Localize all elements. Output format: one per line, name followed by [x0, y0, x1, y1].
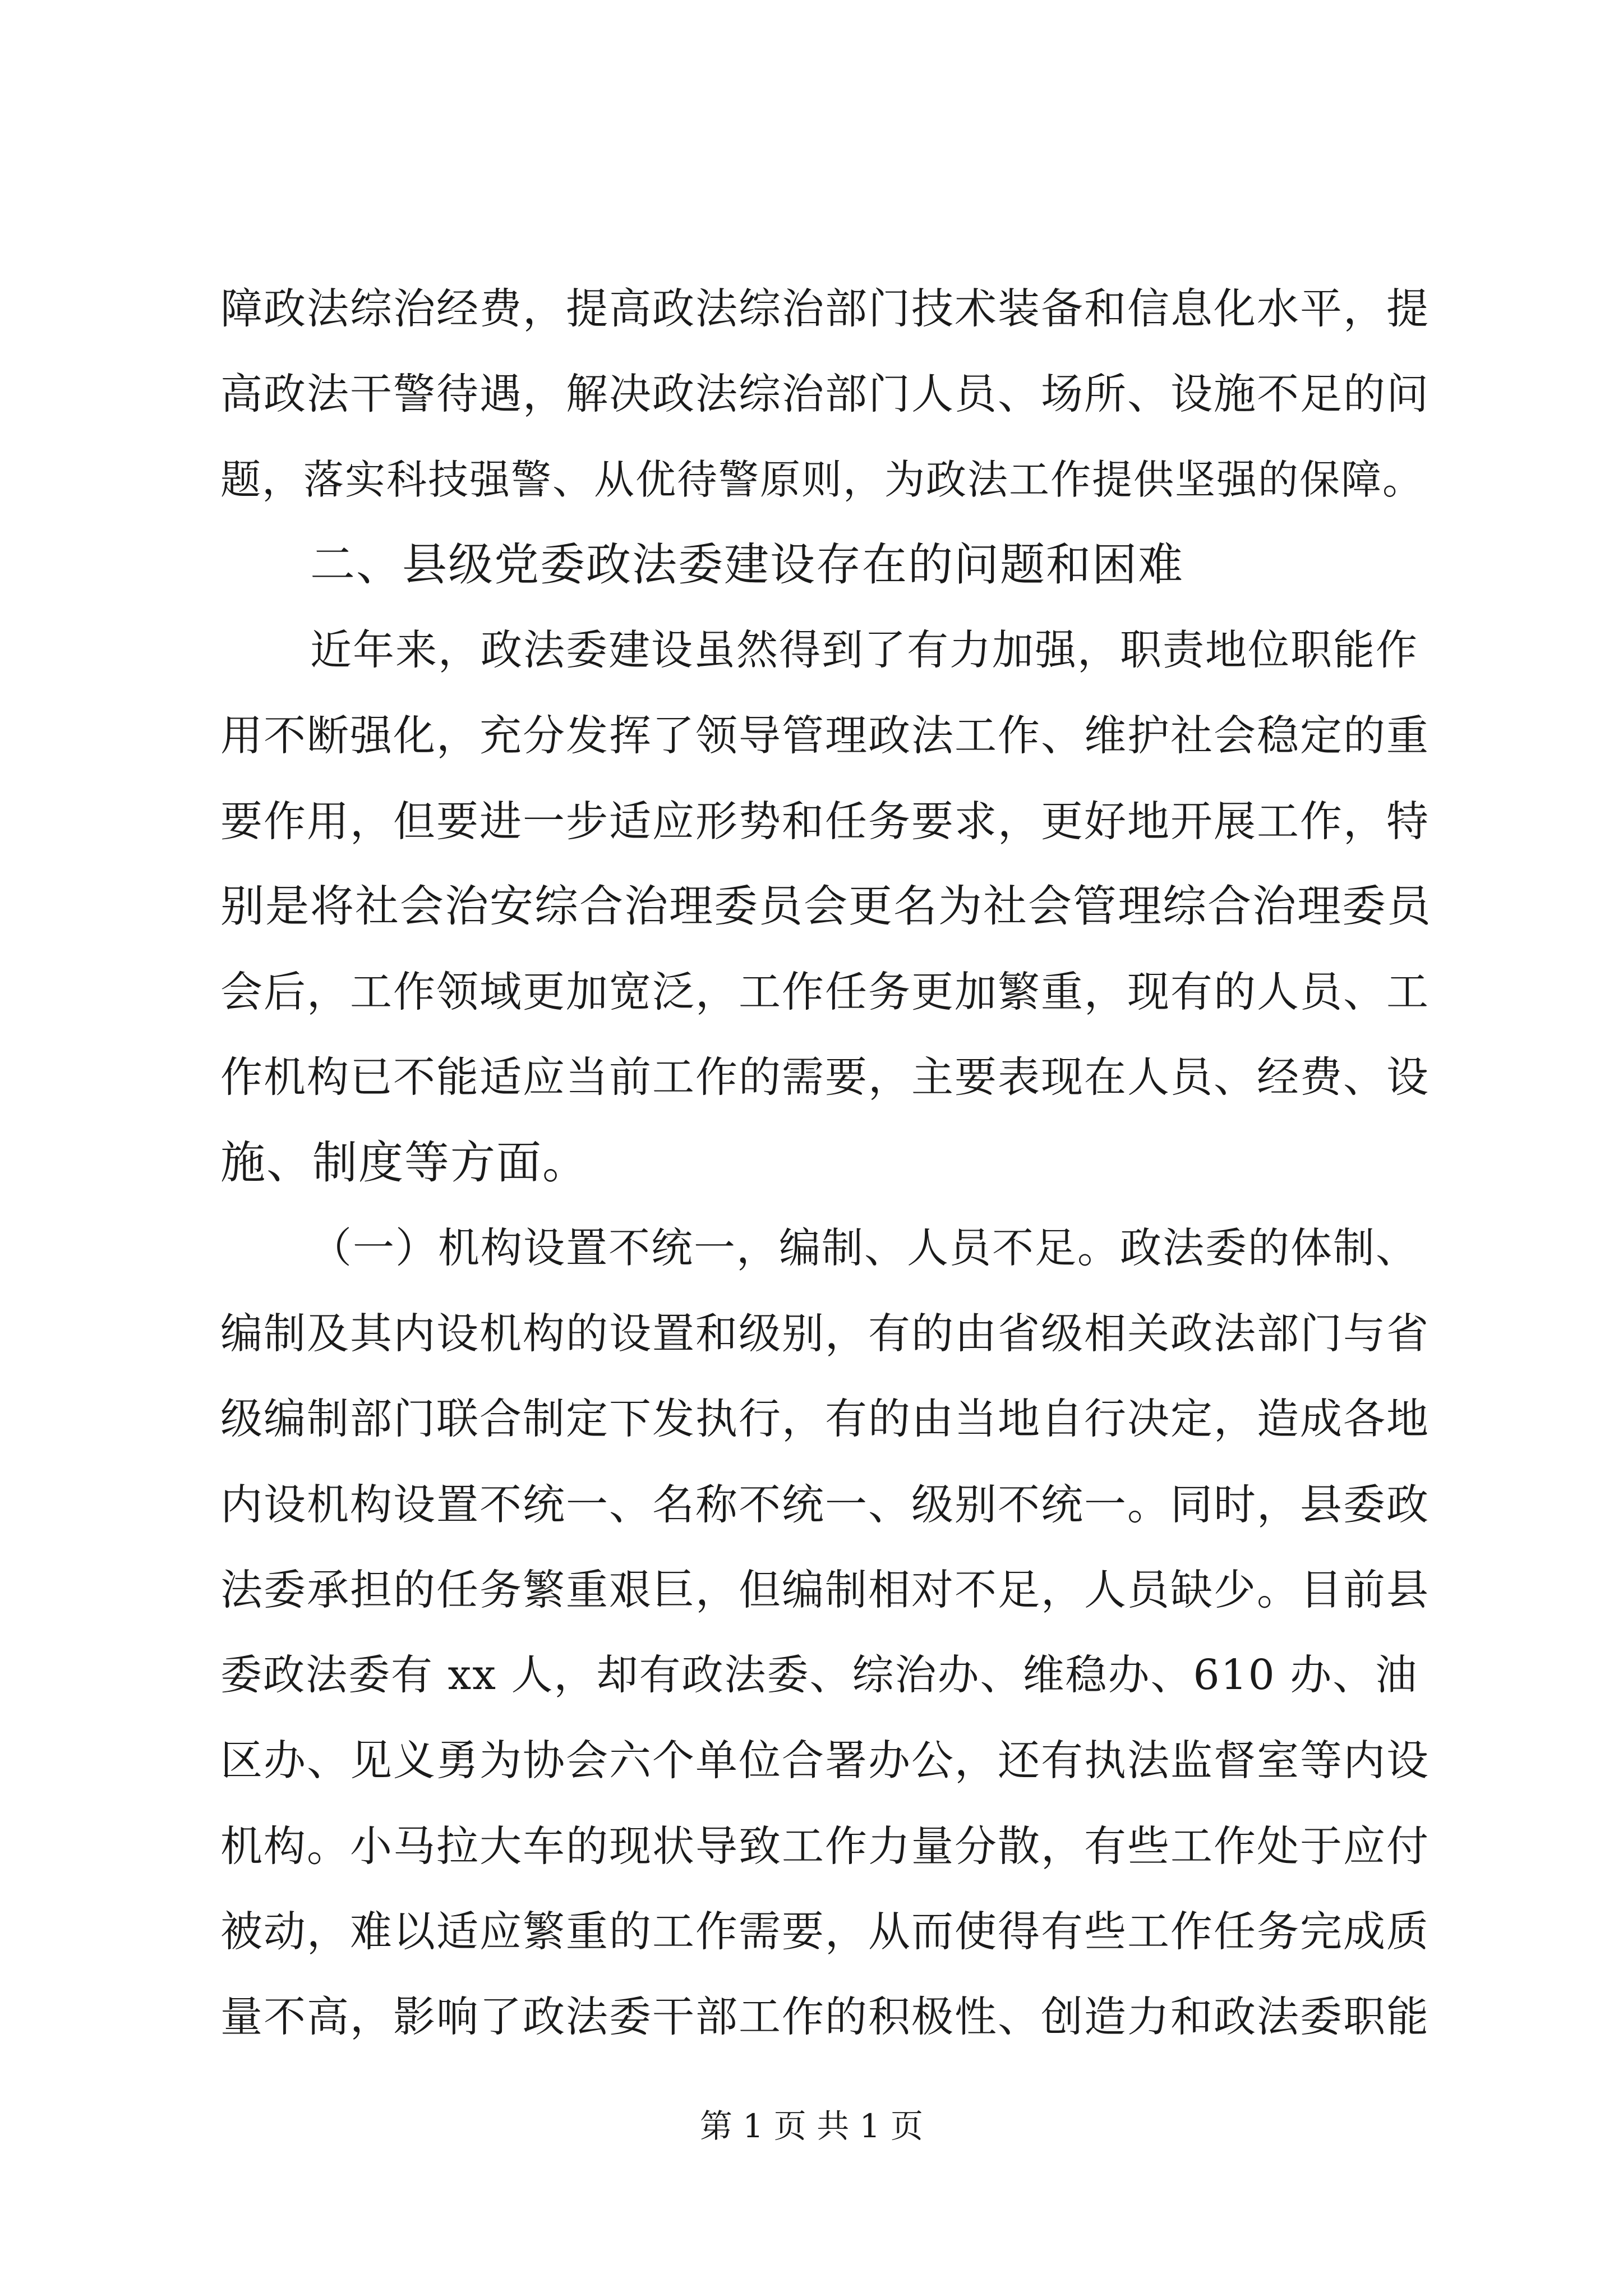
text-line-1: 障政法综治经费，提高政法综治部门技术装备和信息化水平，提 [220, 284, 1430, 333]
text-line-14: 级编制部门联合制定下发执行，有的由当地自行决定，造成各地 [220, 1394, 1430, 1443]
page-number-label: 第 1 页 共 1 页 [700, 2107, 923, 2145]
text-line-19: 机构。小马拉大车的现状导致工作力量分散，有些工作处于应付 [220, 1821, 1430, 1871]
text-line-15: 内设机构设置不统一、名称不统一、级别不统一。同时，县委政 [220, 1480, 1430, 1529]
text-line-3: 题，落实科技强警、从优待警原则，为政法工作提供坚强的保障。 [220, 456, 1424, 503]
section-heading: 二、县级党委政法委建设存在的问题和困难 [310, 539, 1184, 591]
text-line-9: 会后，工作领域更加宽泛，工作任务更加繁重，现有的人员、工 [220, 967, 1430, 1016]
text-line-20: 被动，难以适应繁重的工作需要，从而使得有些工作任务完成质 [220, 1907, 1430, 1956]
text-line-5: 近年来，政法委建设虽然得到了有力加强，职责地位职能作 [310, 626, 1418, 674]
text-line-2: 高政法干警待遇，解决政法综治部门人员、场所、设施不足的问 [220, 369, 1430, 418]
text-line-11: 施、制度等方面。 [220, 1137, 588, 1189]
text-line-13: 编制及其内设机构的设置和级别，有的由省级相关政法部门与省 [220, 1309, 1430, 1358]
subsection-heading: （一）机构设置不统一，编制、人员不足。政法委的体制、 [310, 1224, 1418, 1272]
text-line-7: 要作用，但要进一步适应形势和任务要求，更好地开展工作，特 [220, 797, 1430, 846]
text-line-18: 区办、见义勇为协会六个单位合署办公，还有执法监督室等内设 [220, 1736, 1430, 1785]
text-line-21: 量不高，影响了政法委干部工作的积极性、创造力和政法委职能 [220, 1992, 1430, 2041]
text-line-8: 别是将社会治安综合治理委员会更名为社会管理综合治理委员 [220, 881, 1432, 932]
text-line-6: 用不断强化，充分发挥了领导管理政法工作、维护社会稳定的重 [220, 711, 1430, 760]
page-footer [0, 2101, 1623, 2151]
text-line-10: 作机构已不能适应当前工作的需要，主要表现在人员、经费、设 [220, 1052, 1430, 1102]
text-line-17: 委政法委有 xx 人，却有政法委、综治办、维稳办、610 办、油 [220, 1651, 1418, 1699]
text-line-16: 法委承担的任务繁重艰巨，但编制相对不足，人员缺少。目前县 [220, 1565, 1430, 1614]
